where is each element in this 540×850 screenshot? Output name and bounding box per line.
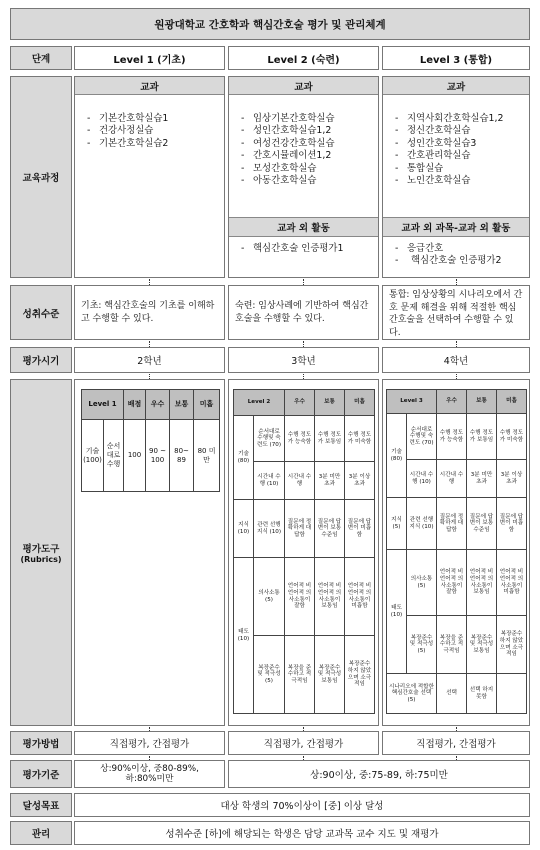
rubric-cell: 질문에 답변이 미흡함 xyxy=(497,498,527,550)
rubric-cell: 시나리오에 적합한 핵심간호술 선택(5) xyxy=(387,674,437,714)
level3-curriculum xyxy=(382,76,530,278)
rubric-cell: 질문에 답변이 보통 수준임 xyxy=(467,498,497,550)
level2-rubric-table xyxy=(233,389,375,714)
subject-bar: 교과 xyxy=(383,77,529,95)
list-item: - 간호시뮬레이션1,2 xyxy=(241,150,335,162)
rubric-header-cell: 보통 xyxy=(170,390,194,420)
rubric-header-cell: Level 2 xyxy=(234,390,285,416)
level2-header: Level 2 (숙련) xyxy=(228,46,379,70)
rubric-cell: 수행 정도가 능숙함 xyxy=(437,414,467,460)
subject-bar: 교과 xyxy=(229,77,378,95)
rubric-category-cell: 지식 (10) xyxy=(234,500,254,558)
rubric-header-cell: 배점 xyxy=(124,390,146,420)
list-item: - 임상기본간호학실습 xyxy=(241,113,335,125)
rubric-cell: 수행 정도가 미숙함 xyxy=(497,414,527,460)
level2-curriculum xyxy=(228,76,379,278)
rubric-category-cell: 기술 (80) xyxy=(387,414,407,498)
level2-timing: 3학년 xyxy=(228,347,379,373)
rubric-cell: 복장준수 및 적극성 (5) xyxy=(407,616,437,674)
rubric-cell: 선택 xyxy=(437,674,467,714)
extra-activity-bar: 교과 외 과목-교과 외 활동 xyxy=(383,217,529,237)
rubric-cell: 수행 정도가 미숙함 xyxy=(345,416,375,462)
list-item: - 노인간호학실습 xyxy=(395,175,503,187)
goal-value: 대상 학생의 70%이상이 [중] 이상 달성 xyxy=(74,793,530,817)
level2-subject-list xyxy=(229,113,335,187)
rubric-category-cell: 태도 (10) xyxy=(387,550,407,674)
list-item: - 성인간호학실습3 xyxy=(395,138,503,150)
level2-extra-list xyxy=(229,243,343,255)
rubric-header-cell: 보통 xyxy=(467,390,497,414)
rubric-cell: 복장준수하지 않았으며 소극적임 xyxy=(497,616,527,674)
management-label-cell: 관리 xyxy=(10,821,72,845)
level3-achievement: 통합: 임상상황의 시나리오에서 간호 문제 해결을 위해 적절한 핵심간호술을 선택하여 수행할 수 있다. xyxy=(382,285,530,340)
level1-method: 직접평가, 간접평가 xyxy=(74,731,225,755)
rubric-cell: 3분 미만 초과 xyxy=(315,462,345,500)
level3-rubric-table xyxy=(386,389,527,714)
rubric-cell: 순서대로 수행및 숙련도 (70) xyxy=(254,416,285,462)
rubric-header-cell: 우수 xyxy=(285,390,315,416)
level1-header: Level 1 (기초) xyxy=(74,46,225,70)
goal-label-cell: 달성목표 xyxy=(10,793,72,817)
level3-timing: 4학년 xyxy=(382,347,530,373)
list-item: - 여성건강간호학실습 xyxy=(241,138,335,150)
rubric-cell: 3분 이상 초과 xyxy=(345,462,375,500)
rubric-cell: 시간내 수행 xyxy=(285,462,315,500)
rubric-cell xyxy=(497,674,527,714)
rubric-cell: 80 미만 xyxy=(194,420,220,492)
list-item: - 통합실습 xyxy=(395,163,503,175)
rubric-cell: 3분 미만 초과 xyxy=(467,460,497,498)
level3-subject-list xyxy=(383,113,503,187)
page-title: 원광대학교 간호학과 핵심간호술 평가 및 관리체계 xyxy=(10,8,530,40)
criteria-label-cell: 평가기준 xyxy=(10,760,72,788)
level1-timing: 2학년 xyxy=(74,347,225,373)
rubric-cell: 90 ~ 100 xyxy=(146,420,170,492)
list-item: - 기본간호학실습2 xyxy=(87,138,168,150)
rubric-cell: 언어적 비언어적 의사소통이 미흡함 xyxy=(497,550,527,616)
rubric-cell: 복장을 준수하고 적극적임 xyxy=(285,636,315,714)
rubric-cell: 시간내 수행 (10) xyxy=(254,462,285,500)
rubric-cell: 질문에 정확하게 대답함 xyxy=(437,498,467,550)
level3-rubric-cell xyxy=(382,379,530,726)
rubric-cell: 언어적 비언어적 의사소통이 잘함 xyxy=(285,558,315,636)
list-item: - 성인간호학실습1,2 xyxy=(241,125,335,137)
management-value: 성취수준 [하]에 해당되는 학생은 담당 교과목 교수 지도 및 재평가 xyxy=(74,821,530,845)
rubric-cell: 언어적 비언어적 의사소통이 보통임 xyxy=(467,550,497,616)
rubric-cell: 의사소통 (5) xyxy=(407,550,437,616)
rubric-cell: 80~ 89 xyxy=(170,420,194,492)
method-label-cell: 평가방법 xyxy=(10,731,72,755)
rubric-cell: 3분 이상 초과 xyxy=(497,460,527,498)
rubric-header-cell: 미흡 xyxy=(345,390,375,416)
rubric-cell: 복장준수하지 않았으며 소극적임 xyxy=(345,636,375,714)
timing-label-cell: 평가시기 xyxy=(10,347,72,373)
rubric-cell: 의사소통 (5) xyxy=(254,558,285,636)
level3-method: 직접평가, 간접평가 xyxy=(382,731,530,755)
rubric-cell: 언어적 비언어적 의사소통이 잘함 xyxy=(437,550,467,616)
rubric-cell: 질문에 정확하게 대답함 xyxy=(285,500,315,558)
level2-achievement: 숙련: 임상사례에 기반하여 핵심간호술을 수행할 수 있다. xyxy=(228,285,379,340)
rubric-cell: 질문에 답변이 보통 수준임 xyxy=(315,500,345,558)
rubric-cell: 관련 선행지식 (10) xyxy=(407,498,437,550)
level1-rubric-table xyxy=(81,389,220,492)
rubric-header-cell: 우수 xyxy=(146,390,170,420)
level1-curriculum xyxy=(74,76,225,278)
list-item: - 핵심간호술 인증평가1 xyxy=(241,243,343,255)
rubric-cell: 복장준수 및 적극성 보통임 xyxy=(315,636,345,714)
level2-method: 직접평가, 간접평가 xyxy=(228,731,379,755)
rubric-cell: 100 xyxy=(124,420,146,492)
level1-criteria: 상:90%이상, 중80-89%, 하:80%미만 xyxy=(74,760,225,788)
list-item: - 건강사정실습 xyxy=(87,125,168,137)
list-item: - 정신간호학실습 xyxy=(395,125,503,137)
list-item: - 응급간호 xyxy=(395,243,501,255)
rubric-cell: 수행 정도가 보통임 xyxy=(315,416,345,462)
list-item: - 간호관리학실습 xyxy=(395,150,503,162)
level1-achievement: 기초: 핵심간호술의 기초를 이해하고 수행할 수 있다. xyxy=(74,285,225,340)
rubric-cell: 수행 정도가 보통임 xyxy=(467,414,497,460)
rubric-header-cell: 보통 xyxy=(315,390,345,416)
level2-rubric-cell xyxy=(228,379,379,726)
extra-activity-bar: 교과 외 활동 xyxy=(229,217,378,237)
rubric-cell: 복장을 준수하고 적극적임 xyxy=(437,616,467,674)
rubric-cell: 복장준수 및 적극성 보통임 xyxy=(467,616,497,674)
rubric-header-cell: 미흡 xyxy=(194,390,220,420)
level1-subject-list xyxy=(75,113,168,150)
rubric-header-cell: 미흡 xyxy=(497,390,527,414)
list-item: - 핵심간호술 인증평가2 xyxy=(395,255,501,267)
list-item: - 아동간호학실습 xyxy=(241,175,335,187)
level23-criteria: 상:90이상, 중:75-89, 하:75미만 xyxy=(228,760,530,788)
level3-extra-list xyxy=(383,243,501,268)
rubric-header-cell: Level 3 xyxy=(387,390,437,414)
level3-header: Level 3 (통합) xyxy=(382,46,530,70)
list-item: - 모성간호학실습 xyxy=(241,163,335,175)
rubric-header-cell: Level 1 xyxy=(82,390,124,420)
rubric-header-cell: 우수 xyxy=(437,390,467,414)
rubric-category-cell: 태도 (10) xyxy=(234,558,254,714)
rubric-cell: 복장준수 및 적극성 (5) xyxy=(254,636,285,714)
list-item: - 기본간호학실습1 xyxy=(87,113,168,125)
level1-rubric-cell xyxy=(74,379,225,726)
list-item: - 지역사회간호학실습1,2 xyxy=(395,113,503,125)
rubric-cell: 관련 선행지식 (10) xyxy=(254,500,285,558)
rubric-cell: 기술(100) xyxy=(82,420,104,492)
stage-label-cell: 단계 xyxy=(10,46,72,70)
rubric-category-cell: 지식 (5) xyxy=(387,498,407,550)
rubric-cell: 질문에 답변이 미흡함 xyxy=(345,500,375,558)
subject-bar: 교과 xyxy=(75,77,224,95)
rubric-cell: 순서대로 수행및 숙련도 (70) xyxy=(407,414,437,460)
rubric-cell: 순서대로 수행 xyxy=(104,420,124,492)
achievement-label-cell: 성취수준 xyxy=(10,285,72,340)
curriculum-label-cell: 교육과정 xyxy=(10,76,72,278)
rubric-category-cell: 기술 (80) xyxy=(234,416,254,500)
rubric-cell: 수행 정도가 능숙함 xyxy=(285,416,315,462)
rubric-cell: 시간내 수행 xyxy=(437,460,467,498)
rubric-cell: 언어적 비언어적 의사소통이 보통임 xyxy=(315,558,345,636)
rubric-cell: 언어적 비언어적 의사소통이 미흡함 xyxy=(345,558,375,636)
rubric-cell: 선택 하지 못함 xyxy=(467,674,497,714)
rubrics-label-cell: 평가도구 (Rubrics) xyxy=(10,379,72,726)
rubric-cell: 시간내 수행 (10) xyxy=(407,460,437,498)
